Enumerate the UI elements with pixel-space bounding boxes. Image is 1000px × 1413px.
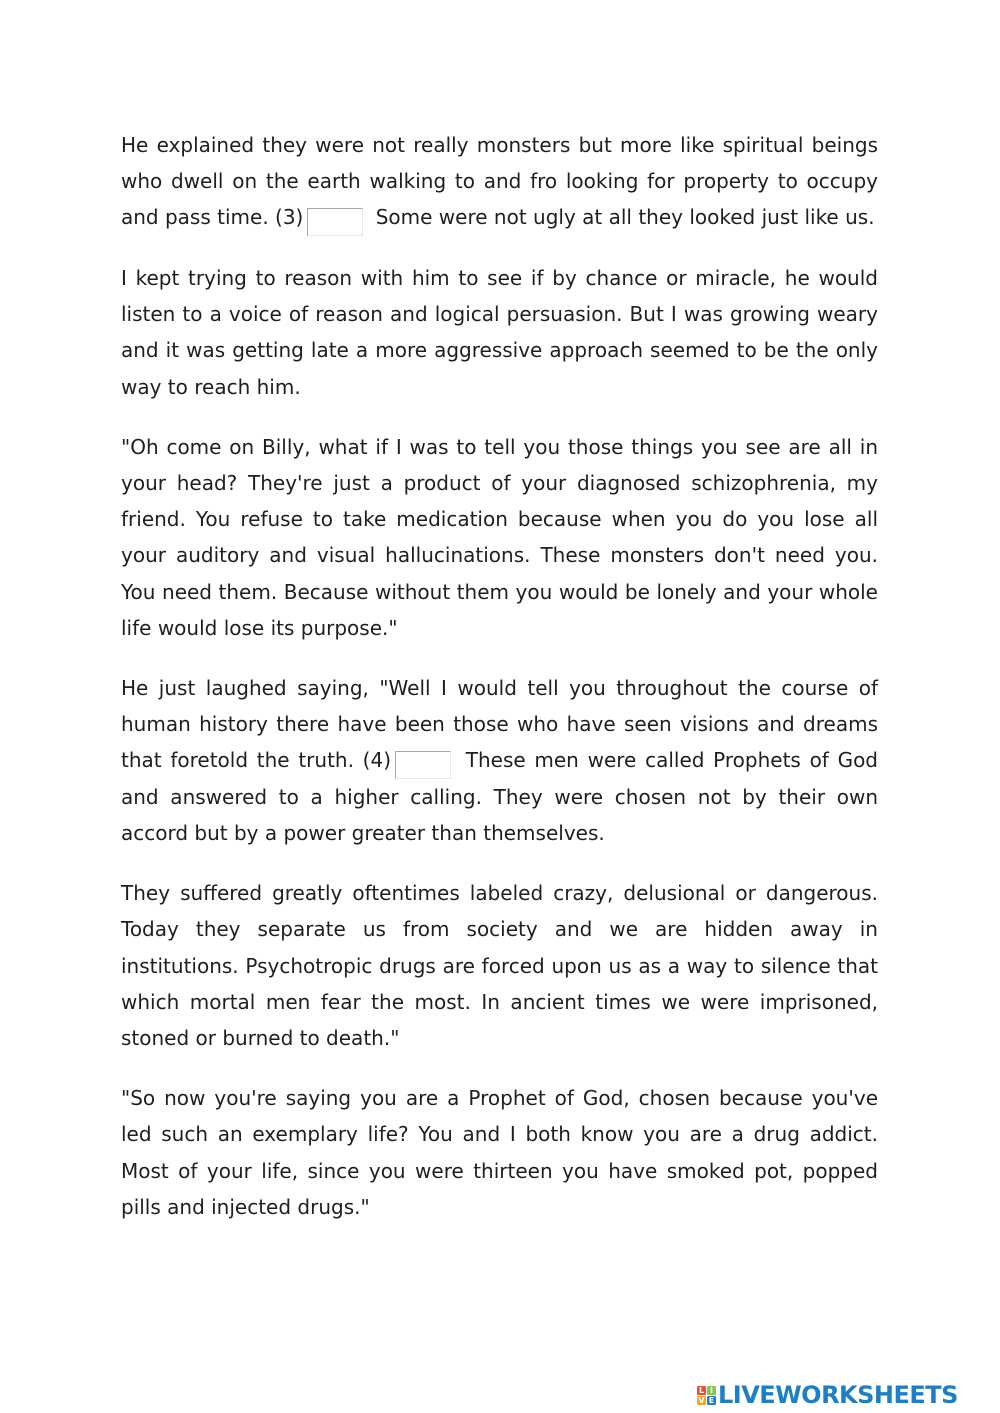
liveworksheets-logo [697,1378,958,1412]
logo-mark-letter: L [698,1385,705,1395]
logo-mark-letter: I [707,1386,716,1395]
paragraph-4-text-before: He just laughed saying, "Well I would tell you throughout the course of human history there have been those who have seen visions and dreams that foretold the truth. (4) [121,675,878,773]
logo-mark-letter: E [708,1395,715,1405]
worksheet-page [121,127,878,1249]
paragraph-1 [121,127,878,236]
answer-blank-3[interactable] [307,208,363,236]
paragraph-3: "Oh come on Billy, what if I was to tell you those things you see are all in your head? They're just a product of your diagnosed schizophrenia, my friend. You refuse to take medication because when you do you lose all your auditory and visual hallucinations. These monsters don't need you. You need them. Because without them you would be lonely and your whole life would lose its purpose." [121,434,878,640]
paragraph-2: I kept trying to reason with him to see if by chance or miracle, he would listen to a voice of reason and logical persuasion. But I was growing weary and it was getting late a more aggressive approach seemed to be the only way to reach him. [121,265,878,399]
paragraph-1-text-before: He explained they were not really monsters but more like spiritual beings who dwell on the earth walking to and fro looking for property to occupy and pass time. (3) [121,133,878,230]
paragraph-5: They suffered greatly oftentimes labeled crazy, delusional or dangerous. Today they separate us from society and we are hidden away in institutions. Psychotropic drugs are forced upon us as a way to silence that which mortal men fear the most. In ancient times we were imprisoned, stoned or burned to death." [121,881,878,1051]
logo-mark-icon [697,1386,716,1405]
paragraph-6: "So now you're saying you are a Prophet of God, chosen because you've led such an exemplary life? You and I both know you are a drug addict. Most of your life, since you were thirteen you have smoked pot, popped pills and injected drugs." [121,1086,878,1219]
paragraph-4-text-after: These men were called Prophets of God and answered to a higher calling. They were chosen not by their own accord but by a power greater than themselves. [121,748,879,846]
paragraph-1-text-after: Some were not ugly at all they looked just like us. [369,205,875,230]
answer-blank-4[interactable] [395,751,451,779]
logo-mark-letter: V [698,1395,705,1405]
logo-text: LIVEWORKSHEETS [718,1381,958,1409]
paragraph-4 [121,670,878,851]
